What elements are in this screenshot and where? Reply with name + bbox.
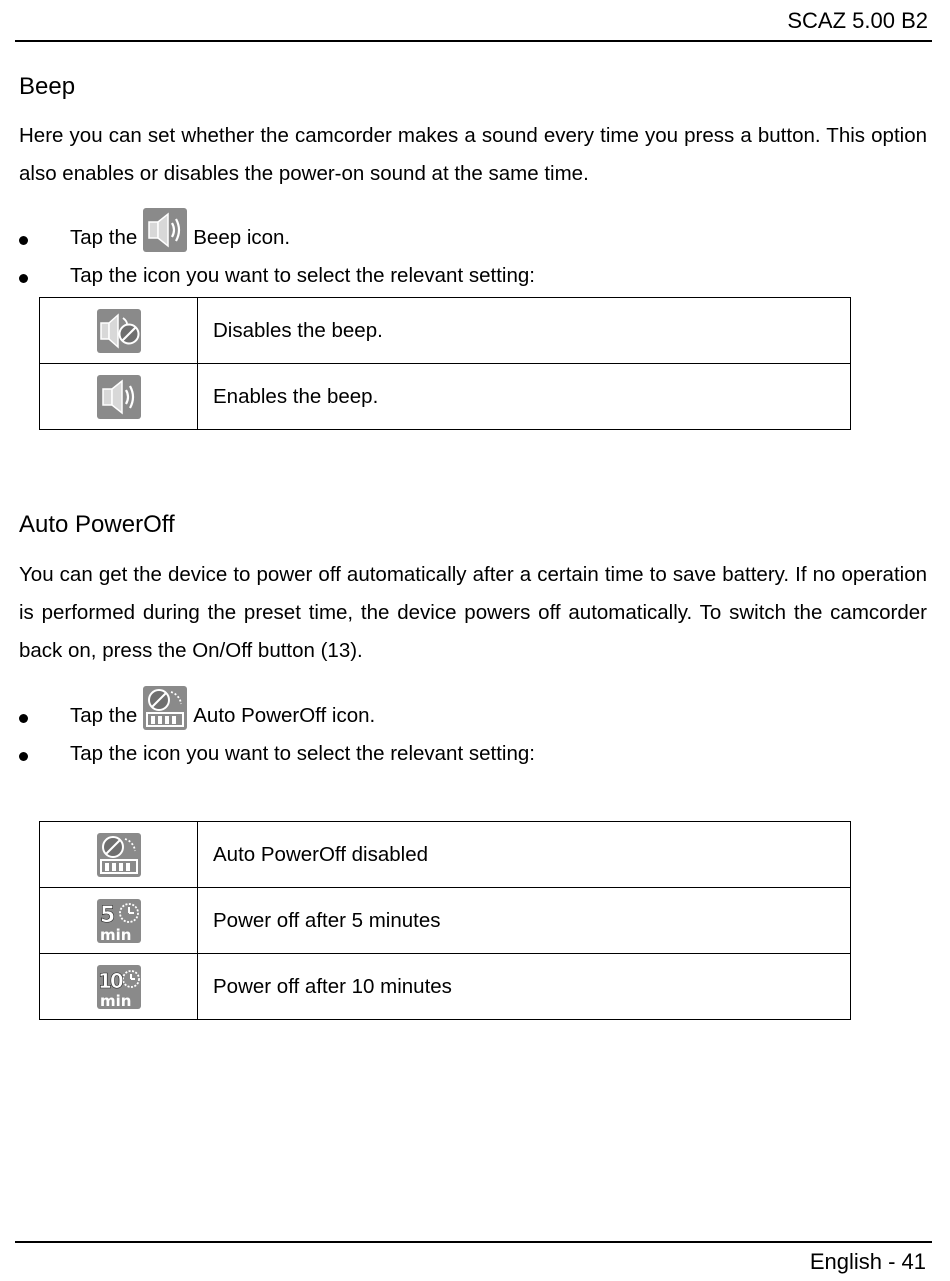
auto-poweroff-heading: Auto PowerOff xyxy=(19,511,175,538)
timer-5min-icon xyxy=(97,899,141,943)
auto-poweroff-icon xyxy=(143,686,187,730)
bullet-text-after: Beep icon. xyxy=(193,226,291,249)
footer-rule xyxy=(15,1241,932,1243)
speaker-icon xyxy=(97,375,141,419)
page-number: English - 41 xyxy=(809,1249,926,1274)
beep-heading: Beep xyxy=(19,73,76,100)
beep-options-table xyxy=(39,297,851,430)
bullet-dot xyxy=(19,752,28,761)
table-row xyxy=(40,888,851,954)
timer-unit: min xyxy=(99,925,131,943)
table-row xyxy=(40,364,851,430)
auto-poweroff-options-table xyxy=(39,821,851,1020)
timer-number: 5 xyxy=(99,902,115,928)
speaker-muted-icon xyxy=(97,309,141,353)
bullet-text-before: Tap the xyxy=(70,704,138,727)
bullet-dot xyxy=(19,714,28,723)
option-label: Power off after 5 minutes xyxy=(198,888,851,954)
document-code: SCAZ 5.00 B2 xyxy=(787,8,928,33)
bullet-text: Tap the icon you want to select the relevant setting: xyxy=(70,742,535,765)
option-label: Enables the beep. xyxy=(198,364,851,430)
option-label: Auto PowerOff disabled xyxy=(198,822,851,888)
option-label: Power off after 10 minutes xyxy=(198,954,851,1020)
table-row xyxy=(40,822,851,888)
beep-description: Here you can set whether the camcorder makes a sound every time you press a button. This option also enables or disables the power-on sound at the same time. xyxy=(19,124,927,185)
speaker-icon xyxy=(143,208,187,252)
bullet-text-after: Auto PowerOff icon. xyxy=(193,704,376,727)
auto-poweroff-description: You can get the device to power off automatically after a certain time to save battery. If no operation is performed during the preset time, the device powers off automatically. To switch the camcorder back on, press the On/Off button (13). xyxy=(19,563,927,662)
header-rule xyxy=(15,40,932,42)
bullet-dot xyxy=(19,274,28,283)
bullet-text-before: Tap the xyxy=(70,226,138,249)
bullet-text: Tap the icon you want to select the relevant setting: xyxy=(70,264,535,287)
table-row xyxy=(40,954,851,1020)
timer-10min-icon xyxy=(97,965,141,1009)
auto-poweroff-disabled-icon xyxy=(97,833,141,877)
table-row xyxy=(40,298,851,364)
timer-unit: min xyxy=(99,991,131,1009)
option-label: Disables the beep. xyxy=(198,298,851,364)
timer-number: 10 xyxy=(97,968,122,993)
bullet-dot xyxy=(19,236,28,245)
